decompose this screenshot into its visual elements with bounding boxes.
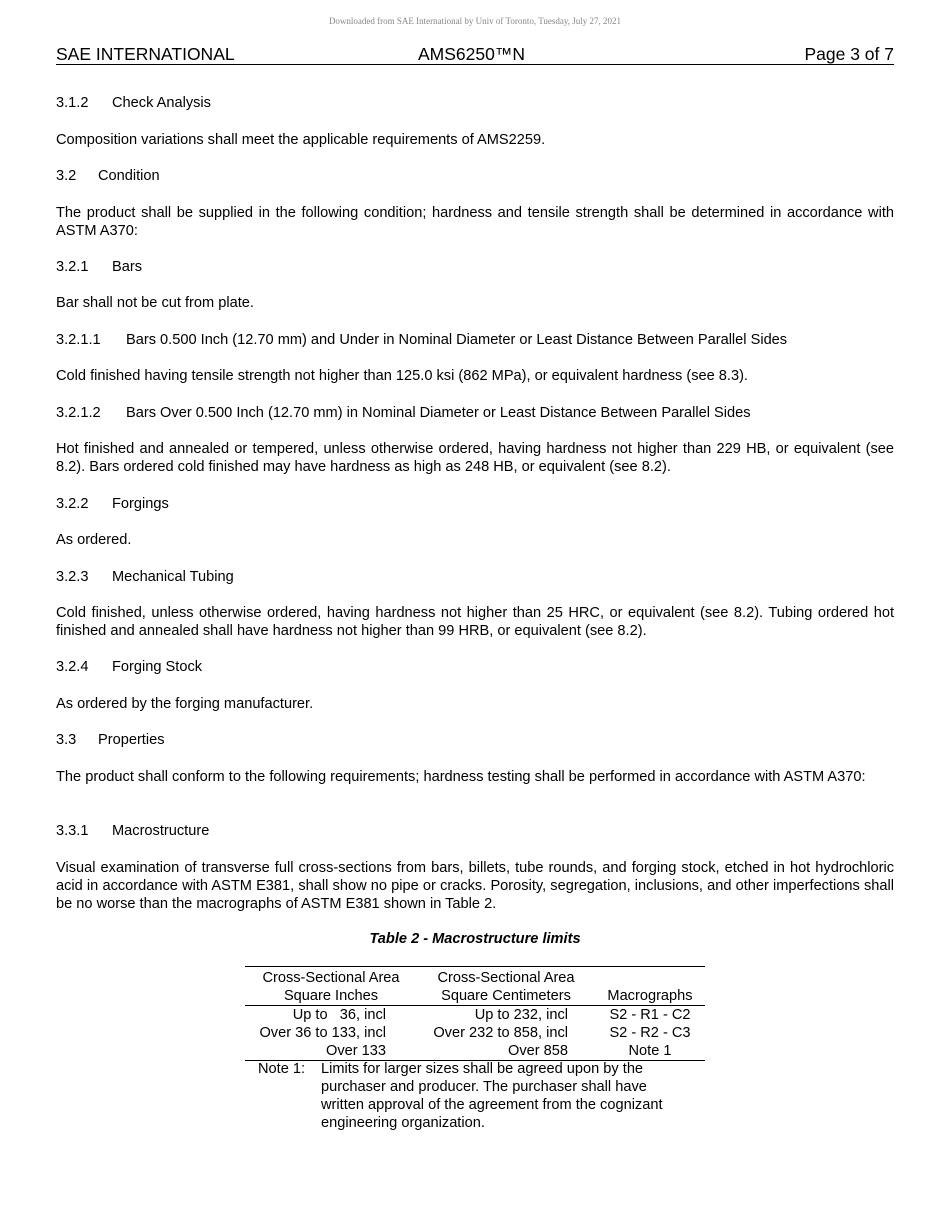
section-body-3-2-4: As ordered by the forging manufacturer. xyxy=(56,696,314,712)
section-heading-3-2-1 xyxy=(56,258,894,276)
section-title: Macrostructure xyxy=(112,823,210,839)
section-number: 3.2.4 xyxy=(56,659,89,675)
section-heading-3-2-3 xyxy=(56,568,894,586)
table-cell: S2 - R2 - C3 xyxy=(609,1025,691,1041)
col-header-sq-cm-line2: Square Centimeters xyxy=(417,987,595,1006)
section-number: 3.1.2 xyxy=(56,95,89,111)
section-number: 3.2.1 xyxy=(56,259,89,275)
section-number: 3.3.1 xyxy=(56,823,89,839)
section-title: Bars xyxy=(112,259,143,275)
section-heading-3-2 xyxy=(56,167,894,185)
section-body-3-3-1: Visual examination of transverse full cross-sections from bars, billets, tube rounds, and forging stock, etched in hot hydrochloric acid in accordance with ASTM E381, shall show no pipe or cracks. Porosity, segregation, inclusions, and other imperfections shall be no worse than the macrographs of ASTM E381 shown in Table 2. xyxy=(56,860,894,912)
table-caption: Table 2 - Macrostructure limits xyxy=(369,931,581,947)
col-header-macro-line2: Macrographs xyxy=(595,987,705,1006)
section-body-3-2-1-2: Hot finished and annealed or tempered, unless otherwise ordered, having hardness not higher than 229 HB, or equivalent (see 8.2). Bars ordered cold finished may have hardness as high as 248 HB, or equivalent (see 8.2). xyxy=(56,441,894,475)
table-cell: Over 858 xyxy=(417,1042,595,1061)
section-number: 3.2.3 xyxy=(56,569,89,585)
col-header-sq-in-line1: Cross-Sectional Area xyxy=(245,967,417,988)
section-body-3-3: The product shall conform to the following requirements; hardness testing shall be performed in accordance with ASTM A370: xyxy=(56,769,866,785)
section-number: 3.2.1.1 xyxy=(56,332,101,348)
section-title: Condition xyxy=(98,168,160,184)
section-number: 3.2 xyxy=(56,168,77,184)
section-title: Forgings xyxy=(112,496,169,512)
section-title: Properties xyxy=(98,732,165,748)
section-heading-3-3 xyxy=(56,731,894,749)
section-heading-3-2-1-1 xyxy=(56,331,894,349)
table-note-label: Note 1: xyxy=(258,1061,306,1077)
section-title: Check Analysis xyxy=(112,95,211,111)
table-row xyxy=(245,1042,705,1061)
section-heading-3-2-1-2 xyxy=(56,404,894,422)
section-heading-3-3-1 xyxy=(56,822,894,840)
page-header xyxy=(56,44,894,65)
section-body-3-2-1-1: Cold finished having tensile strength not higher than 125.0 ksi (862 MPa), or equivalent hardness (see 8.3). xyxy=(56,368,748,384)
table-row xyxy=(245,1024,705,1042)
download-watermark: Downloaded from SAE International by Univ of Toronto, Tuesday, July 27, 2021 xyxy=(328,16,622,26)
section-heading-3-2-2 xyxy=(56,495,894,513)
table-cell: Over 232 to 858, incl xyxy=(433,1025,568,1041)
table-cell: Up to 36, incl xyxy=(292,1007,386,1023)
section-heading-3-1-2 xyxy=(56,94,894,112)
col-header-sq-in-line2: Square Inches xyxy=(245,987,417,1006)
section-number: 3.2.1.2 xyxy=(56,405,101,421)
header-doc-number: AMS6250™N xyxy=(418,44,525,64)
section-number: 3.2.2 xyxy=(56,496,89,512)
section-title: Bars 0.500 Inch (12.70 mm) and Under in Nominal Diameter or Least Distance Between Parallel Sides xyxy=(126,332,788,348)
col-header-macro-line1 xyxy=(595,967,705,988)
table-cell: Note 1 xyxy=(595,1042,705,1061)
section-body-3-2-1: Bar shall not be cut from plate. xyxy=(56,295,254,311)
table-cell: Up to 232, incl xyxy=(474,1007,568,1023)
section-number: 3.3 xyxy=(56,732,77,748)
header-page-number: Page 3 of 7 xyxy=(804,44,894,64)
table-cell: Over 133 xyxy=(245,1042,417,1061)
col-header-sq-cm-line1: Cross-Sectional Area xyxy=(417,967,595,988)
section-body-3-2-2: As ordered. xyxy=(56,532,132,548)
table-row xyxy=(245,1006,705,1025)
section-title: Forging Stock xyxy=(112,659,203,675)
table-note-text: Limits for larger sizes shall be agreed upon by the purchaser and producer. The purchaser shall have written approval of the agreement from the cognizant engineering organization. xyxy=(321,1061,663,1131)
macrostructure-table xyxy=(245,966,705,1061)
section-body-3-1-2: Composition variations shall meet the applicable requirements of AMS2259. xyxy=(56,132,546,148)
section-title: Bars Over 0.500 Inch (12.70 mm) in Nominal Diameter or Least Distance Between Parallel Sides xyxy=(126,405,751,421)
header-org: SAE INTERNATIONAL xyxy=(56,44,235,64)
table-cell: S2 - R1 - C2 xyxy=(609,1007,691,1023)
section-body-3-2-3: Cold finished, unless otherwise ordered, having hardness not higher than 25 HRC, or equivalent (see 8.2). Tubing ordered hot finished and annealed shall have hardness not higher than 99 HRB, or equivalent (see 8.2). xyxy=(56,605,894,639)
table-cell: Over 36 to 133, incl xyxy=(259,1025,386,1041)
section-heading-3-2-4 xyxy=(56,658,894,676)
section-title: Mechanical Tubing xyxy=(112,569,234,585)
section-body-3-2: The product shall be supplied in the following condition; hardness and tensile strength shall be determined in accordance with ASTM A370: xyxy=(56,205,894,239)
